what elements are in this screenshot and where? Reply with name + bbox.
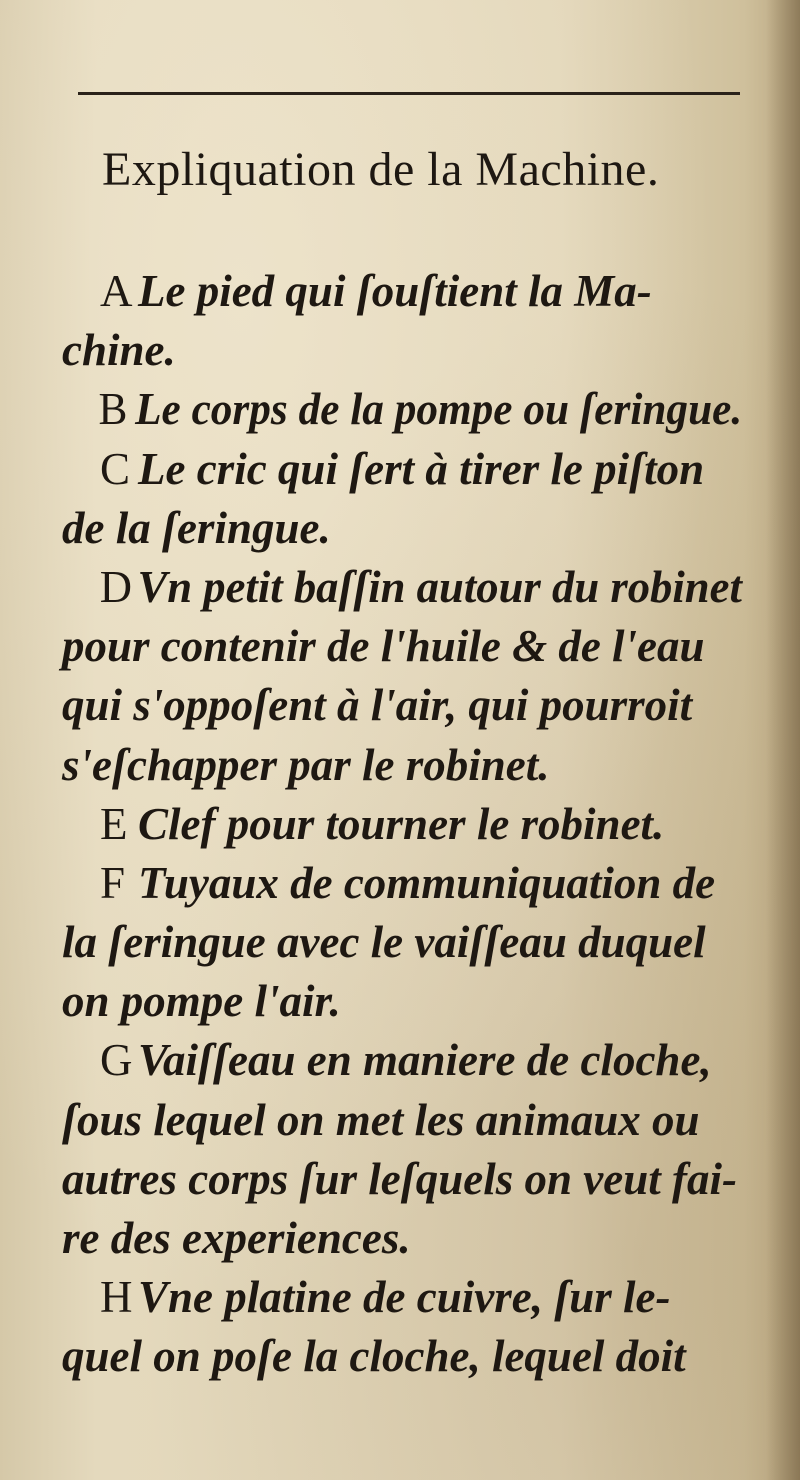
legend-letter: E <box>100 798 128 849</box>
legend-line: chine. <box>62 325 176 376</box>
legend-letter: F <box>100 857 126 908</box>
legend-line <box>62 854 742 913</box>
legend-line-text: Tuyaux de communiquation de <box>138 857 716 908</box>
legend-line-text: Clef pour tourner le robinet. <box>138 798 665 849</box>
legend-line-text: Le cric qui ſert à tirer le piſton <box>138 443 705 494</box>
legend-line: ſous lequel on met les animaux ou <box>62 1094 700 1145</box>
legend-letter: H <box>100 1272 133 1323</box>
legend-line: quel on poſe la cloche, lequel doit <box>62 1331 686 1382</box>
page-gutter-shadow <box>766 0 800 1480</box>
legend-line: re des experiences. <box>62 1213 411 1263</box>
legend-line-text: Le pied qui ſouſtient la Ma- <box>138 266 652 316</box>
legend-line: de la ſeringue. <box>62 502 331 553</box>
legend-line-text: Vne platine de cuivre, ſur le- <box>138 1272 671 1323</box>
legend-letter: B <box>98 384 128 435</box>
legend-line: s'eſchapper par le robinet. <box>62 739 550 790</box>
legend-line: la ſeringue avec le vaiſſeau duquel <box>62 917 706 968</box>
legend-text <box>62 262 742 1387</box>
legend-line: pour contenir de l'huile & de l'eau <box>62 621 705 672</box>
page-heading: Expliquation de la Machine. <box>102 143 660 196</box>
legend-line-text: Vaiſſeau en maniere de cloche, <box>138 1035 712 1086</box>
legend-line <box>62 1031 742 1090</box>
legend-line <box>62 1268 742 1327</box>
legend-letter: G <box>100 1035 133 1086</box>
legend-letter: C <box>100 443 131 494</box>
legend-line: qui s'oppoſent à l'air, qui pourroit <box>62 680 693 731</box>
legend-line <box>62 440 742 499</box>
header-rule <box>78 92 740 95</box>
legend-line <box>62 380 743 439</box>
legend-line-text: Vn petit baſſin autour du robinet <box>137 561 742 612</box>
legend-letter: A <box>100 266 133 316</box>
legend-letter: D <box>99 561 132 612</box>
legend-line <box>62 262 742 321</box>
legend-line <box>62 558 742 617</box>
legend-line <box>62 795 742 854</box>
legend-line-text: Le corps de la pompe ou ſeringue. <box>135 384 743 435</box>
legend-line: autres corps ſur leſquels on veut fai- <box>62 1153 737 1204</box>
legend-line: on pompe l'air. <box>62 976 341 1027</box>
